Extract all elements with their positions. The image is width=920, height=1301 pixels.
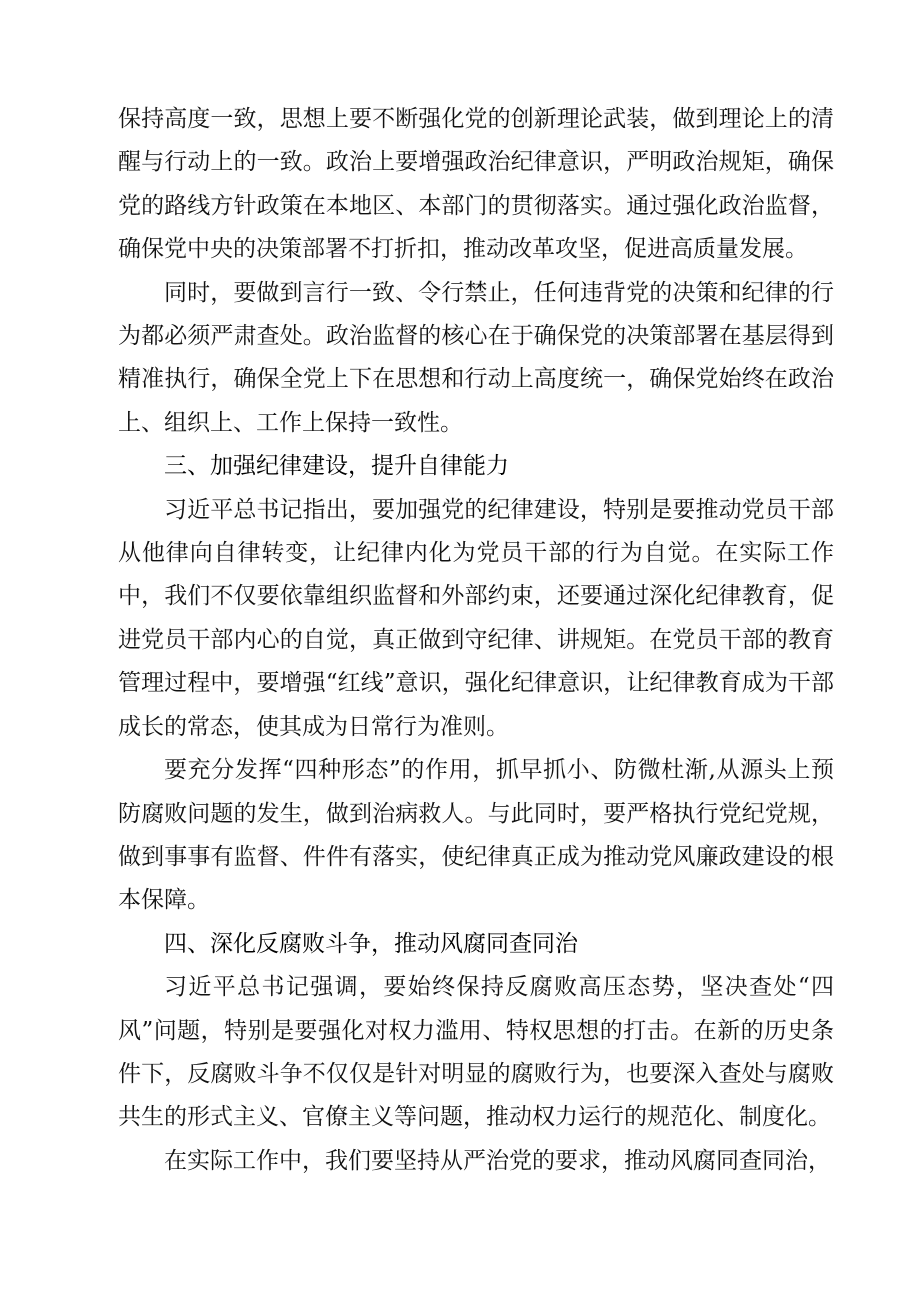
paragraph-anti-corruption: 习近平总书记强调，要始终保持反腐败高压态势，坚决查处“四风”问题，特别是要强化对权力滥用、特权思想的打击。在新的历史条件下，反腐败斗争不仅仅是针对明显的腐败行为，也要深入查处与腐败共生的形式主义、官僚主义等问题，推动权力运行的规范化、制度化。	[118, 974, 834, 1131]
paragraph-political-alignment: 保持高度一致，思想上要不断强化党的创新理论武装，做到理论上的清醒与行动上的一致。政治上要增强政治纪律意识，严明政治规矩，确保党的路线方针政策在本地区、本部门的贯彻落实。通过强化政治监督，确保党中央的决策部署不打折扣，推动改革攻坚，促进高质量发展。	[118, 106, 834, 263]
paragraph-practical-work: 在实际工作中，我们要坚持从严治党的要求，推动风腐同查同治，	[164, 1147, 831, 1174]
paragraph-four-forms: 要充分发挥“四种形态”的作用，抓早抓小、防微杜渐,从源头上预防腐败问题的发生，做到治病救人。与此同时，要严格执行党纪党规，做到事事有监督、件件有落实，使纪律真正成为推动党风廉政建设的根本保障。	[118, 757, 834, 914]
document-body	[118, 98, 834, 1183]
section-heading-anti-corruption: 四、深化反腐败斗争，推动风腐同查同治	[164, 930, 578, 957]
paragraph-political-supervision: 同时，要做到言行一致、令行禁止，任何违背党的决策和纪律的行为都必须严肃查处。政治监督的核心在于确保党的决策部署在基层得到精准执行，确保全党上下在思想和行动上高度统一，确保党始终在政治上、组织上、工作上保持一致性。	[118, 279, 834, 436]
section-heading-discipline: 三、加强纪律建设，提升自律能力	[164, 453, 509, 480]
paragraph-discipline-building: 习近平总书记指出，要加强党的纪律建设，特别是要推动党员干部从他律向自律转变，让纪律内化为党员干部的行为自觉。在实际工作中，我们不仅要依靠组织监督和外部约束，还要通过深化纪律教育，促进党员干部内心的自觉，真正做到守纪律、讲规矩。在党员干部的教育管理过程中，要增强“红线”意识，强化纪律意识，让纪律教育成为干部成长的常态，使其成为日常行为准则。	[118, 496, 834, 740]
